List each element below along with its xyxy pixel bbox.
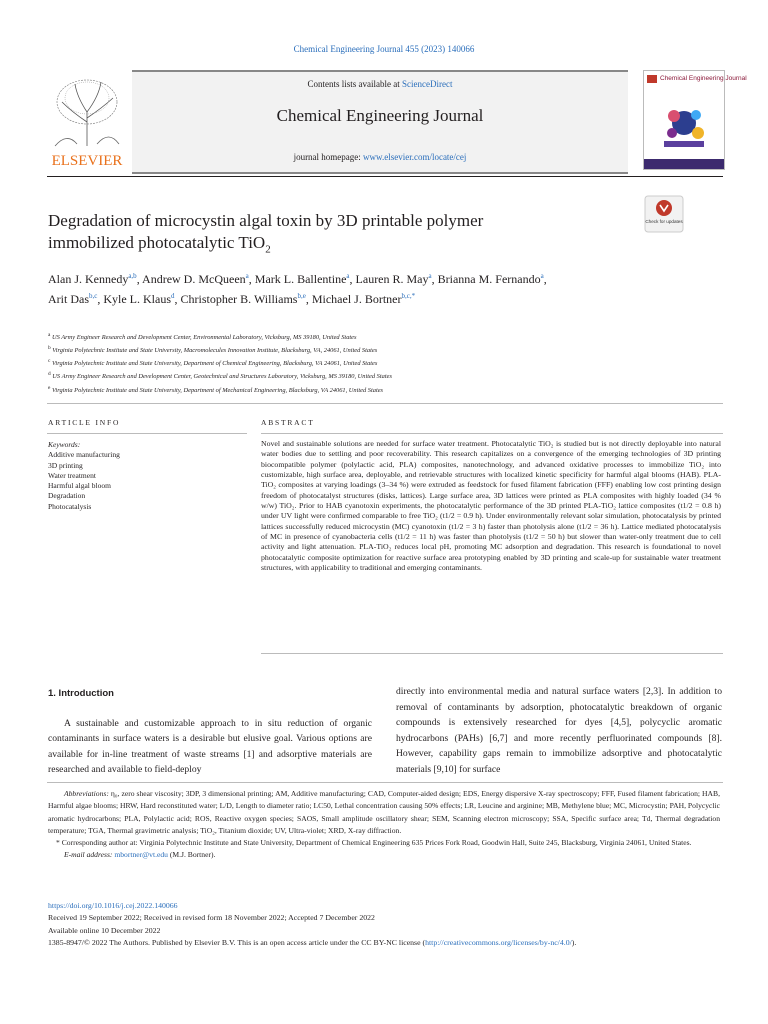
received-dates: Received 19 September 2022; Received in revised form 18 November 2022; Accepted 7 December 2022 xyxy=(48,913,375,923)
masthead-rule xyxy=(47,176,723,177)
footnote-rule xyxy=(47,782,723,783)
journal-citation: Chemical Engineering Journal 455 (2023) 140066 xyxy=(293,44,475,54)
cover-title: Chemical Engineering Journal xyxy=(660,75,747,82)
affiliations xyxy=(48,330,668,396)
title-line-2: immobilized photocatalytic TiO$_2$ xyxy=(48,233,271,256)
abstract-bottom-rule xyxy=(261,653,723,654)
affiliation-item: $^b$ Virginia Polytechnic Institute and State University, Macromolecules Innovation Institute, Blacksburg, VA, 24061, United States xyxy=(48,345,378,355)
homepage-link[interactable]: www.elsevier.com/locate/cej xyxy=(363,152,467,162)
affiliation-item: $^d$ US Army Engineer Research and Development Center, Geotechnical and Structures Laboratory, Vicksburg, MS 39180, United States xyxy=(48,371,392,381)
title-subscript: 2 xyxy=(265,243,271,256)
keyword: 3D printing xyxy=(48,460,83,470)
article-info-rule xyxy=(47,433,247,434)
author[interactable]: Brianna M. Fernando$^a$ xyxy=(437,272,544,286)
abstract-heading: ABSTRACT xyxy=(261,418,315,427)
author[interactable]: Michael J. Bortner$^{b,c,*}$ xyxy=(311,292,416,306)
keyword: Photocatalysis xyxy=(48,501,92,511)
author[interactable]: Arit Das$^{b,c}$ xyxy=(48,292,98,306)
journal-cover xyxy=(643,70,747,170)
section-divider xyxy=(47,403,723,404)
keyword: Additive manufacturing xyxy=(48,450,120,460)
journal-title: Chemical Engineering Journal xyxy=(276,106,484,125)
author[interactable]: Christopher B. Williams$^{b,e}$ xyxy=(180,292,306,306)
author-list: Alan J. Kennedy$^{a,b}$, Andrew D. McQueen$^a$, Mark L. Ballentine$^a$, Lauren R. May$^a$, Brianna M. Fernando$^a$, Arit Das$^{b,c}$, Kyle L. Klaus$^d$, Christopher B. Williams$^{b,e}$, Michael J. Bortner$^{b,c,*}$ xyxy=(48,272,547,306)
doi-link[interactable]: https://doi.org/10.1016/j.cej.2022.140066 xyxy=(48,901,178,910)
check-for-updates-badge[interactable] xyxy=(645,196,683,232)
body-column-left xyxy=(48,686,372,778)
keywords-label: Keywords: xyxy=(48,440,81,449)
license-statement: 1385-8947/© 2022 The Authors. Published by Elsevier B.V. This is an open access article under the CC BY-NC license (http://creativecommons.org/licenses/by-nc/4.0/). xyxy=(48,937,577,947)
article-info-heading: ARTICLE INFO xyxy=(48,418,121,427)
affiliation-item: $^a$ US Army Engineer Research and Development Center, Environmental Laboratory, Vicksburg, MS 39180, United States xyxy=(48,332,357,342)
publisher-wordmark: ELSEVIER xyxy=(51,153,123,169)
author[interactable]: Mark L. Ballentine$^a$ xyxy=(254,272,350,286)
footnotes xyxy=(48,788,720,862)
author[interactable]: Andrew D. McQueen$^a$ xyxy=(142,272,249,286)
elsevier-logo xyxy=(47,72,127,168)
keyword: Harmful algal bloom xyxy=(48,481,111,491)
keyword: Water treatment xyxy=(48,470,96,480)
affiliation-item: $^e$ Virginia Polytechnic Institute and State University, Department of Mechanical Engineering, Blacksburg, VA 24061, United States xyxy=(48,384,384,394)
section-heading: 1. Introduction xyxy=(48,688,114,699)
contents-prefix: Contents lists available at xyxy=(307,79,402,89)
contents-line xyxy=(132,79,628,89)
keywords-block xyxy=(48,440,248,512)
corresponding-author-footnote: * Corresponding author at: Virginia Polytechnic Institute and State University, Department of Chemical Engineering 635 Prices Fork Road, Goodwin Hall, Suite 245, Blacksburg, Virginia 24061, United States. xyxy=(56,838,692,848)
title-line-1: Degradation of microcystin algal toxin by 3D printable polymer xyxy=(48,211,484,230)
available-online: Available online 10 December 2022 xyxy=(48,925,161,935)
badge-label: Check for updates xyxy=(645,219,683,224)
keyword: Degradation xyxy=(48,491,86,501)
abbreviations-footnote: Abbreviations: η₀, zero shear viscosity; 3DP, 3 dimensional printing; AM, Additive manufacturing; CAD, Computer-aided design; EDS, Energy dispersive X-ray spectroscopy; FFF, Fused filament fabrication; HAB, Harmful algae blooms; HRW, Hard reconstituted water; L/D, Length to diameter ratio; LC50, Lethal concentration causing 50% effects; LR, Leucine and arginine; MB, Methylene blue; MC, Microcystin; PAH, Polycyclic aromatic hydrocarbons; PLA, Polylactic acid; ROS, Reactive oxygen species; SAOS, Small amplitude oscillatory shear; SEM, Scanning electron microscopy; SSA, Specific surface area; Td, Thermal degradation temperature; TGA, Thermal gravimetric analysis; TiO₂, Titanium dioxide; UV, Ultra-violet; XRD, X-ray diffraction. xyxy=(48,789,720,835)
abstract-text: Novel and sustainable solutions are needed for surface water treatment. Photocatalytic TiO₂ is studied but is not directly deployable into natural water bodies due to settling and poor recoverability. This research capitalizes on a convergence of the emerging technologies of 3D printing biocompatible polymer (polylactic acid, PLA) composites, nanotechnology, and advanced oxidative processes to immobilize TiO₂ into customizable, high surface area, deployable, and retrievable structures with localized kinetic specificity for harmful algal blooms (HAB). PLA-TiO₂ composites at varying loadings (3–34 %) were extruded as feedstock for fused filament fabrication (FFF) enabling low cost printing design freedom of photocatalyst structures (disks, lattices). Large surface area, 3D lattices were printed as PLA composites with highly loaded (34 % w/w) TiO₂. Prior to HAB cyanotoxin experiments, the photocatalytic performance of the 3D printed PLA-TiO₂ lattice composites (t1/2 = 0.8 h) under UV light were confirmed comparable to free TiO₂ (t1/2 = 0.9 h). Under environmentally relevant solar simulation, photocatalysis by printed lattices successfully reduced microcystin (MC) cyanotoxin (t1/2 = 3 h) faster than photolysis alone (t1/2 = 36 h). Lattice mediated photocatalysis of MC in presence of cyanobacteria cells (t1/2 = 11 h) was faster than photolysis (t1/2 = 50 h) but slower than water-only treatment due to cell activity and light attenuation. PLA-TiO₂ reduces local pH, promoting MC adsorption and degradation. This research is foundational to novel photocatalytic composite optimization for reactive surface area prototyping enabled by 3D printing and scale-up for sustainable water treatment structures, with applicability to traditional and emerging contaminants. xyxy=(261,439,721,573)
article-title xyxy=(48,210,608,260)
publication-info xyxy=(48,900,720,949)
email-link[interactable]: mbortner@vt.edu xyxy=(114,850,168,860)
author[interactable]: Lauren R. May$^a$ xyxy=(355,272,432,286)
author[interactable]: Kyle L. Klaus$^d$ xyxy=(103,292,175,306)
affiliation-item: $^c$ Virginia Polytechnic Institute and State University, Department of Chemical Engineering, Blacksburg, VA 24061, United States xyxy=(48,358,378,368)
author[interactable]: Alan J. Kennedy$^{a,b}$ xyxy=(48,272,137,286)
body-column-right: directly into environmental media and natural surface waters [2,3]. In addition to removal of contaminants by adsorption, photocatalytic breakdown of organic compounds is extensively researched for dyes [4,5], polycyclic aromatic hydrocarbons (PAHs) [6,7] and more recently perfluorinated compounds [8]. However, capability gaps remain to immobilize adsorptive and photocatalytic materials [9,10] for surface xyxy=(396,686,722,775)
license-link[interactable]: http://creativecommons.org/licenses/by-nc/4.0/ xyxy=(425,937,572,947)
homepage-prefix: journal homepage: xyxy=(293,152,364,162)
body-paragraph: A sustainable and customizable approach to in situ reduction of organic contaminants in surface waters is a desirable but elusive goal. Various options are available for in-line treatment of waste streams [1] and adsorptive materials are researched and available to field-deploy xyxy=(48,717,372,775)
sciencedirect-link[interactable]: ScienceDirect xyxy=(402,79,453,89)
abstract-rule xyxy=(261,433,723,434)
journal-homepage xyxy=(132,152,628,162)
email-footnote: E-mail address: mbortner@vt.edu (M.J. Bortner). xyxy=(64,850,216,860)
